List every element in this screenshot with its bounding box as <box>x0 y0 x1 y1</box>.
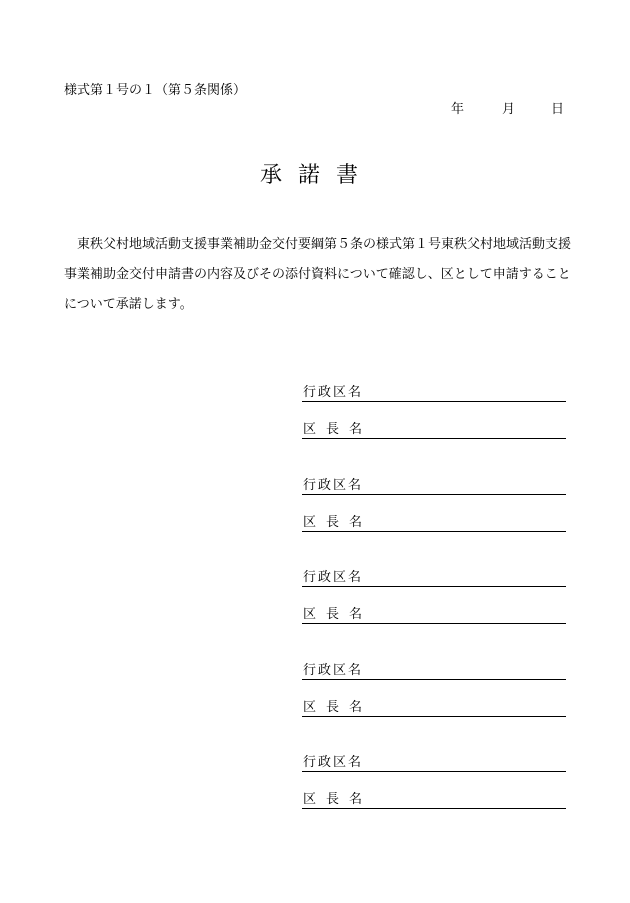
chief-name-line-2[interactable] <box>302 511 566 532</box>
district-name-line-3[interactable] <box>302 566 566 587</box>
chief-name-label: 区長名 <box>303 700 373 715</box>
date-month-label: 月 <box>502 102 516 117</box>
chief-name-line-1[interactable] <box>302 418 566 439</box>
document-title: 承諾書 <box>260 163 375 188</box>
district-name-label: 行政区名 <box>303 755 364 770</box>
chief-name-label: 区長名 <box>303 792 373 807</box>
chief-name-line-5[interactable] <box>302 788 566 809</box>
district-name-line-1[interactable] <box>302 381 566 402</box>
chief-name-label: 区長名 <box>303 422 373 437</box>
date-year-label: 年 <box>451 102 465 117</box>
chief-name-label: 区長名 <box>303 515 373 530</box>
district-name-line-5[interactable] <box>302 751 566 772</box>
district-name-label: 行政区名 <box>303 478 364 493</box>
date-day-label: 日 <box>551 102 565 117</box>
chief-name-line-3[interactable] <box>302 603 566 624</box>
district-name-label: 行政区名 <box>303 385 364 400</box>
district-name-line-2[interactable] <box>302 474 566 495</box>
form-number: 様式第１号の１（第５条関係） <box>64 83 247 98</box>
district-name-label: 行政区名 <box>303 570 364 585</box>
district-name-line-4[interactable] <box>302 659 566 680</box>
body-text: 東秩父村地域活動支援事業補助金交付要綱第５条の様式第１号東秩父村地域活動支援事業補助金交付申請書の内容及びその添付資料について確認し、区として申請することについて承諾します。 <box>64 237 572 312</box>
chief-name-line-4[interactable] <box>302 696 566 717</box>
district-name-label: 行政区名 <box>303 663 364 678</box>
chief-name-label: 区長名 <box>303 607 373 622</box>
